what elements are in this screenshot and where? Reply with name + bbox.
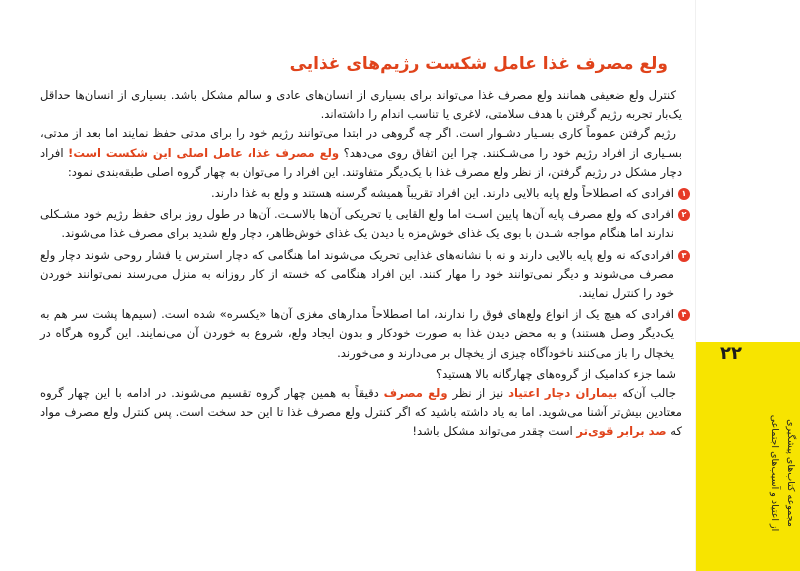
list-item-text: افرادی که اصطلاحاً ولع پایه بالایی دارند. این افراد تقریباً همیشه گرسنه هستند و ولع به غذا دارند. bbox=[211, 186, 674, 201]
series-title-text bbox=[758, 378, 798, 568]
paragraph-addiction-text-b: نیز از نظر bbox=[452, 386, 504, 401]
list-item bbox=[40, 205, 690, 243]
article bbox=[40, 48, 690, 442]
list-item-text: افرادی که هیچ یک از انواع ولع‌های فوق را ندارند، اما اصطلاحاً مدارهای مغزی آن‌ها «یکسره» شده است. (سیم‌ها پشت سر هم به یک‌دیگر وصل هستند) و به محض دیدن غذا به صورت خودکار و بدون ایجاد ولع، شروع به خوردن آن می‌نمایند. این گروه هرگاه در یخچال را باز می‌کنند ناخودآگاه چیزی از یخچال بر می‌دارند و می‌خورند. bbox=[40, 307, 674, 360]
page-number: ۲۲ bbox=[720, 343, 742, 364]
series-line-2: از اعتیاد و آسیب‌های اجتماعی bbox=[769, 414, 780, 532]
list-item bbox=[40, 184, 690, 203]
series-title bbox=[758, 378, 798, 568]
highlight-craving: ولع مصرف bbox=[383, 386, 448, 401]
list-item bbox=[40, 305, 690, 363]
number-badge: ۲ bbox=[678, 209, 690, 221]
question bbox=[40, 365, 682, 384]
highlight-hundred-times: صد برابر قوی‌تر bbox=[576, 424, 667, 439]
number-badge: ۱ bbox=[678, 188, 690, 200]
paragraph-diet-text-b: افراد دچار مشکل در رژیم گرفتن، از نظر ولع مصرف غذا با یک‌دیگر متفاوتند. این افراد را می‌توان به چهار گروه اصلی طبقه‌بندی نمود: bbox=[40, 145, 682, 179]
question-text: شما جزء کدامیک از گروه‌های چهارگانه بالا هستید؟ bbox=[435, 366, 676, 381]
list-item-text: افرادی که ولع مصرف پایه آن‌ها پایین اسـت اما ولع القایی یا تحریکی آن‌ها بالاسـت. آن‌ها در طول روز برای حفظ رژیم خود مشـکلی ندارند اما هنگام مواجه شـدن با بوی یک غذای خوش‌مزه یا دیدن یک غذای خوش‌ظاهر، دچار ولع شدید برای مصرف غذا می‌شوند. bbox=[40, 207, 674, 241]
list-item-text: افرادی‌که نه ولع پایه بالایی دارند و نه با نشانه‌های غذایی تحریک می‌شوند اما هنگامی که دچار استرس یا فشار روحی شوند دچار ولع مصرف می‌شوند و دیگر نمی‌توانند خود را مهار کنند. این افراد هنگامی که خسته از کار روزانه به منزل می‌رسند نمی‌توانند خوردن خود را کنترل نمایند. bbox=[40, 247, 674, 301]
paragraph-addiction-text-c: دقیقاً به همین چهار گروه تقسیم می‌شوند. در ادامه با این چهار گروه معتادین بیش‌تر آشنا می‌شوید. اما به یاد داشته باشید که اگر کنترل ولع مصرف غذا تا این حد سخت است. پس کنترل ولع مصرف مواد که bbox=[40, 386, 682, 439]
paragraph-intro-text: کنترل ولع ضعیفی همانند ولع مصرف غذا می‌تواند برای بسیاری از انسان‌های عادی و سالم مشکل باشد. بسیاری از انسان‌ها حداقل یک‌بار تجربه رژیم گرفتن با هدف سلامتی، لاغری یا تناسب اندام را داشته‌اند. bbox=[40, 88, 682, 122]
highlight-addicts: بیماران دچار اعتیاد bbox=[508, 386, 618, 401]
paragraph-addiction bbox=[40, 384, 682, 442]
highlight-craving-cause: ولع مصرف غذا، عامل اصلی این شکست است! bbox=[68, 145, 340, 160]
list-item bbox=[40, 246, 690, 304]
divider bbox=[695, 0, 696, 571]
paragraph-addiction-text-d: است چقدر می‌تواند مشکل باشد! bbox=[412, 424, 573, 439]
paragraph-intro bbox=[40, 86, 682, 124]
paragraph-diet bbox=[40, 124, 682, 182]
series-line-1: مجموعه کتاب‌های پیشگیری bbox=[785, 419, 796, 527]
paragraph-diet-text-a: رژیم گرفتن عموماً کاری بسـیار دشـوار است. اگر چه گروهی در ابتدا می‌توانند رژیم خود را برای مدتی حفظ نمایند اما بعد از مدتی، بسـیاری از افراد رژیم خود را می‌شـکنند. چرا این اتفاق روی می‌دهد؟ bbox=[40, 126, 682, 160]
paragraph-addiction-text-a: جالب آن‌که bbox=[622, 386, 676, 401]
article-title: ولع مصرف غذا عامل شکست رژیم‌های غذایی bbox=[289, 54, 668, 74]
sidebar bbox=[696, 0, 800, 571]
number-badge: ۴ bbox=[678, 309, 690, 321]
number-badge: ۳ bbox=[678, 250, 690, 262]
